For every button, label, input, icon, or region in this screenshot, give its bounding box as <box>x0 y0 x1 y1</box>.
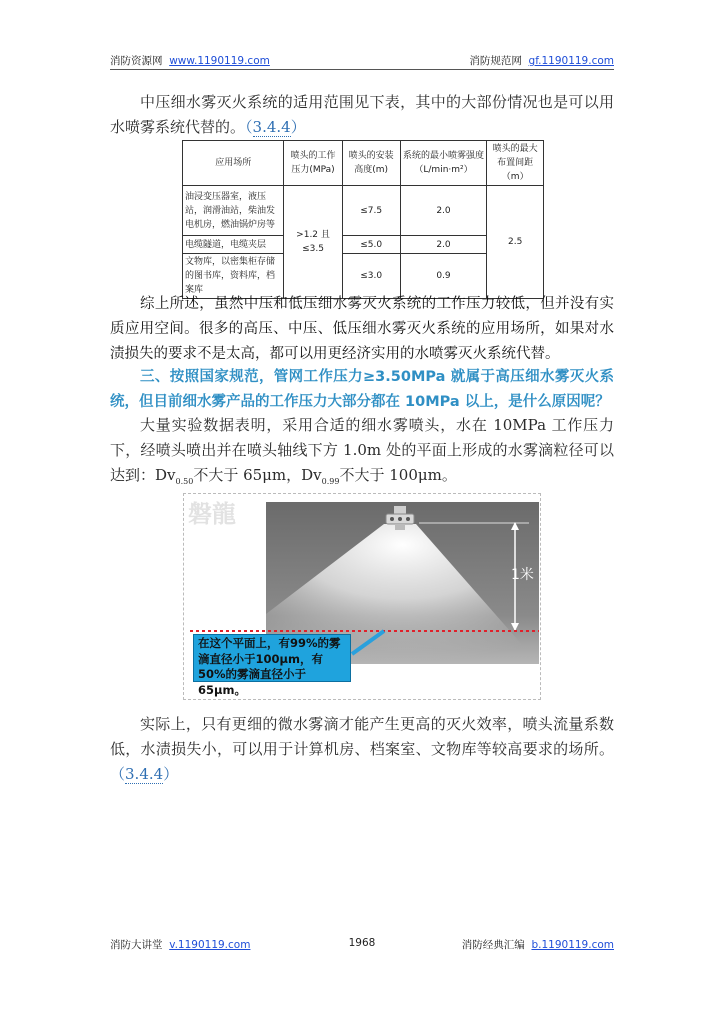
summary-paragraph: 综上所述，虽然中压和低压细水雾灭火系统的工作压力较低，但并没有实质应用空间。很多的高压、中压、低压细水雾灭火系统的应用场所，如果对水渍损失的要求不是太高，都可以用更经济实用的水喷雾灭火系统代替。 <box>110 296 614 362</box>
table-cell-spacing: 2.5 <box>487 186 544 299</box>
section-heading: 三、按照国家规范，管网工作压力≥3.50MPa 就属于高压细水雾灭火系统，但目前细水雾产品的工作压力大部分都在 10MPa 以上，是什么原因呢？ <box>110 369 614 410</box>
table-header-cell: 应用场所 <box>183 141 284 186</box>
intro-paragraph <box>110 90 614 140</box>
header-left-link[interactable]: www.1190119.com <box>169 55 270 67</box>
table-cell-place: 文物库，以密集柜存储的图书库，资料库，档案库 <box>183 254 284 299</box>
experiment-sub-1: 0.50 <box>175 477 194 486</box>
experiment-paragraph <box>110 413 614 494</box>
experiment-text-3: 不大于 100μm。 <box>339 466 457 484</box>
intro-text: 中压细水雾灭火系统的适用范围见下表，其中的大部份情况也是可以用水喷雾系统代替的。 <box>110 93 614 136</box>
table-header-cell: 系统的最小喷雾强度（L/min·m²） <box>400 141 487 186</box>
table-cell-place: 油浸变压器室，液压站，润滑油站，柴油发电机房，燃油锅炉房等 <box>183 186 284 236</box>
closing-ref[interactable]: （3.4.4） <box>110 765 179 783</box>
table-cell-height: ≤3.0 <box>342 254 400 299</box>
page-header <box>110 53 614 70</box>
closing-paragraph <box>110 712 614 787</box>
footer-right-text: 消防经典汇编 <box>461 939 525 951</box>
page-number: 1968 <box>348 937 376 949</box>
header-right <box>469 53 614 68</box>
table-cell-intensity: 2.0 <box>400 236 487 254</box>
footer-left-text: 消防大讲堂 <box>110 939 163 951</box>
footer-right <box>462 937 614 952</box>
table-cell-intensity: 2.0 <box>400 186 487 236</box>
experiment-text-2: 不大于 65μm，Dv <box>193 466 322 484</box>
table-header-cell: 喷头的最大布置间距（m） <box>487 141 544 186</box>
footer-left-link[interactable]: v.1190119.com <box>169 939 251 951</box>
watermark-logo: 磐龍 <box>188 499 236 528</box>
callout-box: 在这个平面上，有99%的雾滴直径小于100μm，有50%的雾滴直径小于65μm。 <box>193 634 351 682</box>
distance-label: 1米 <box>511 567 534 583</box>
table-cell-height: ≤7.5 <box>342 186 400 236</box>
footer-right-link[interactable]: b.1190119.com <box>531 939 614 951</box>
table-cell-place: 电缆隧道，电缆夹层 <box>183 236 284 254</box>
experiment-sub-2: 0.99 <box>321 477 340 486</box>
header-right-link[interactable]: gf.1190119.com <box>528 55 614 67</box>
closing-text: 实际上，只有更细的微水雾滴才能产生更高的灭火效率，喷头流量系数低，水渍损失小，可以用于计算机房、档案室、文物库等较高要求的场所。 <box>110 715 614 758</box>
table-header-cell: 喷头的工作压力(MPa) <box>284 141 342 186</box>
application-table <box>182 140 544 299</box>
spray-figure <box>183 493 541 700</box>
table-cell-pressure: >1.2 且 ≤3.5 <box>284 186 342 299</box>
table-header-row <box>183 141 544 186</box>
intro-ref[interactable]: （3.4.4） <box>245 118 306 136</box>
header-left <box>110 53 270 68</box>
header-left-text: 消防资源网 <box>110 55 163 67</box>
table-cell-intensity: 0.9 <box>400 254 487 299</box>
page-footer <box>110 937 614 953</box>
table-row <box>183 186 544 236</box>
experiment-text-1: 大量实验数据表明，采用合适的细水雾喷头，水在 10MPa 工作压力下，经喷头喷出并在喷头轴线下方 1.0m 处的平面上形成的水雾滴粒径可以达到：Dv <box>110 416 614 484</box>
table-header-cell: 喷头的安装高度(m) <box>342 141 400 186</box>
table-cell-height: ≤5.0 <box>342 236 400 254</box>
header-right-text: 消防规范网 <box>469 55 522 67</box>
